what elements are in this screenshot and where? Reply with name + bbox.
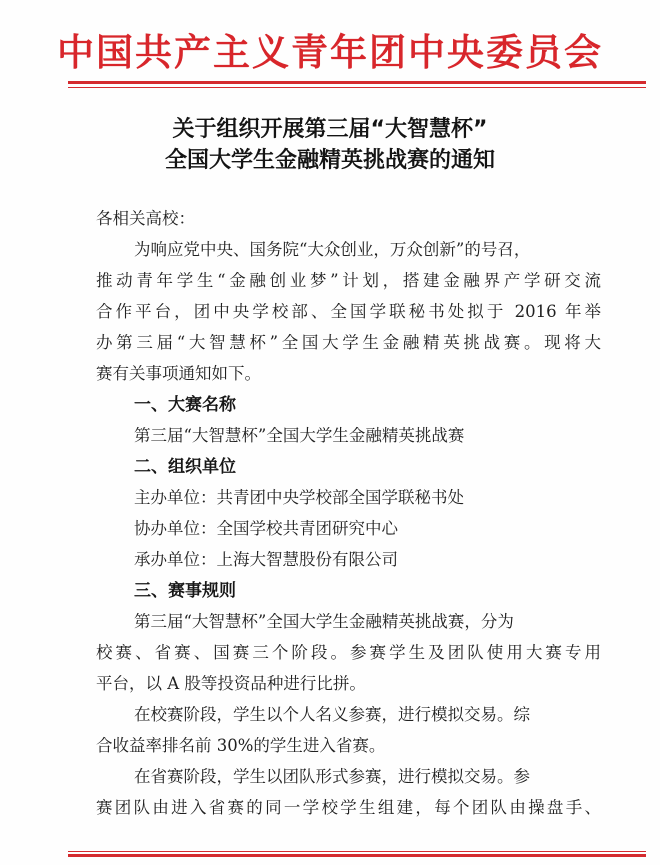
rules-paragraph-line: 赛团队由进入省赛的同一学校学生组建，每个团队由操盘手、 [96,798,601,817]
intro-line: 办第三届“大智慧杯”全国大学生金融精英挑战赛。现将大 [96,333,601,352]
rules-paragraph-line: 在省赛阶段，学生以团队形式参赛，进行模拟交易。参 [134,767,530,786]
intro-line: 为响应党中央、国务院“大众创业，万众创新”的号召， [134,240,531,259]
letterhead-rule-thin [68,87,646,88]
intro-line: 赛有关事项通知如下。 [96,364,261,383]
competition-name: 第三届“大智慧杯”全国大学生金融精英挑战赛 [134,426,465,445]
rules-paragraph-line: 平台，以 A 股等投资品种进行比拼。 [96,674,366,693]
rules-paragraph-line: 合收益率排名前 30%的学生进入省赛。 [96,736,386,755]
section-heading-name: 一、大赛名称 [134,395,236,415]
host-organizer: 主办单位：共青团中央学校部全国学联秘书处 [134,488,464,507]
section-heading-organizers: 二、组织单位 [134,457,236,477]
undertaking-organizer: 承办单位：上海大智慧股份有限公司 [134,550,398,569]
document-title-line-1: 关于组织开展第三届“大智慧杯” [172,117,488,142]
co-organizer: 协办单位：全国学校共青团研究中心 [134,519,398,538]
organization-letterhead: 中国共产主义青年团中央委员会 [57,30,603,74]
intro-line: 合作平台，团中央学校部、全国学联秘书处拟于 2016 年举 [96,302,601,321]
intro-line: 推动青年学生“金融创业梦”计划，搭建金融界产学研交流 [96,271,601,290]
document-title-line-2: 全国大学生金融精英挑战赛的通知 [164,148,495,173]
rules-paragraph-line: 第三届“大智慧杯”全国大学生金融精英挑战赛，分为 [134,612,514,631]
section-heading-rules: 三、赛事规则 [134,581,236,601]
rules-paragraph-line: 在校赛阶段，学生以个人名义参赛，进行模拟交易。综 [134,705,530,724]
salutation: 各相关高校： [96,209,195,228]
footer-rule-thick [68,854,646,857]
letterhead-rule-thick [68,81,646,84]
rules-paragraph-line: 校赛、省赛、国赛三个阶段。参赛学生及团队使用大赛专用 [96,643,601,662]
footer-rule-thin [68,851,646,852]
